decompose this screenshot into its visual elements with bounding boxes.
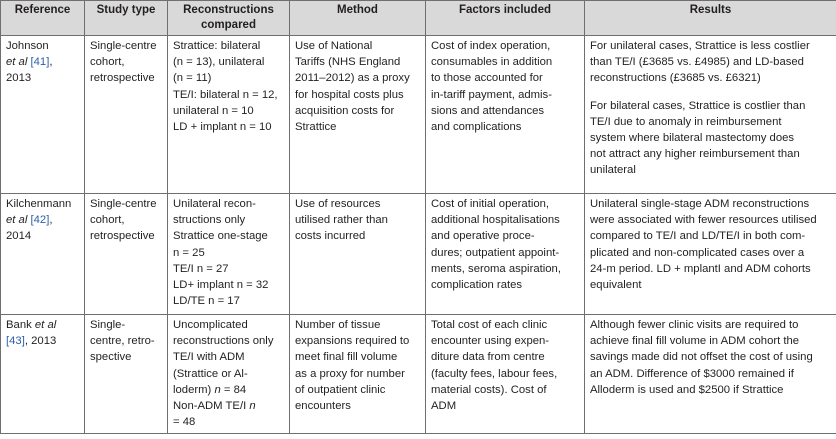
- reference-year: 2013: [31, 335, 57, 348]
- method-line: Tariffs (NHS England: [295, 56, 401, 69]
- reference-citation-line: [43], 2013: [6, 335, 57, 348]
- factors-line: sions and attendances: [431, 104, 545, 117]
- cell-reconstructions: [168, 36, 290, 194]
- method-line: as a proxy for number: [295, 367, 405, 380]
- reconstructions-text: loderm): [173, 383, 215, 396]
- reconstructions-line: reconstructions only: [173, 335, 274, 348]
- reconstructions-text: Non-ADM TE/I: [173, 400, 250, 413]
- factors-line: diture data from centre: [431, 351, 545, 364]
- results-line: unilateral: [590, 164, 636, 177]
- method-line: Use of National: [295, 40, 373, 52]
- table-row-kilchenmann: [1, 194, 836, 315]
- reconstructions-line: (n = 11): [173, 72, 212, 85]
- method-line: meet final fill volume: [295, 351, 398, 364]
- reconstructions-line: structions only: [173, 214, 246, 227]
- reference-etal: et al: [34, 319, 57, 331]
- reconstructions-line: = 48: [173, 416, 196, 429]
- results-line: 24-m period. LD + mplantI and ADM cohorts: [590, 262, 811, 275]
- header-reference: Reference: [1, 1, 85, 36]
- study-type-line: retrospective: [90, 230, 155, 243]
- method-line: Strattice: [295, 121, 337, 134]
- reference-year: 2014: [6, 230, 32, 243]
- cell-results: [585, 194, 836, 315]
- factors-line: and complications: [431, 121, 522, 134]
- results-line: For unilateral cases, Strattice is less costlier: [590, 40, 810, 52]
- results-line: an ADM. Difference of $3000 remained if: [590, 367, 794, 380]
- results-line: not attract any higher reimbursement than: [590, 148, 800, 161]
- factors-line: in-tariff payment, admis-: [431, 88, 552, 101]
- results-line: were associated with fewer resources utilised: [590, 214, 817, 227]
- header-results: Results: [585, 1, 836, 36]
- header-reconstructions-line: compared: [201, 19, 256, 31]
- factors-line: dures; outpatient appoint-: [431, 246, 560, 259]
- results-line: plicated and non-complicated cases over a: [590, 246, 805, 259]
- reconstructions-text: = 84: [220, 383, 247, 396]
- cell-factors: [426, 36, 585, 194]
- cell-method: [290, 194, 426, 315]
- reference-author: Bank: [6, 319, 32, 331]
- cell-study-type: [85, 315, 168, 434]
- reference-citation-line: et al [42],: [6, 214, 53, 227]
- results-line: than TE/I (£3685 vs. £4985) and LD-based: [590, 56, 804, 69]
- reference-link[interactable]: [43]: [6, 335, 25, 348]
- reconstructions-line: (Strattice or Al-: [173, 367, 248, 380]
- reference-author: Johnson: [6, 40, 49, 52]
- reconstructions-line: Strattice: bilateral: [173, 40, 261, 52]
- factors-line: Total cost of each clinic: [431, 319, 548, 331]
- method-line: 2011–2012) as a proxy: [295, 72, 410, 85]
- reconstructions-line: TE/I n = 27: [173, 262, 229, 275]
- factors-line: to those accounted for: [431, 72, 543, 85]
- study-type-line: Single-centre: [90, 40, 157, 52]
- study-type-line: Single-: [90, 319, 126, 331]
- reconstructions-line: LD/TE n = 17: [173, 295, 240, 308]
- cell-method: [290, 315, 426, 434]
- header-method: Method: [290, 1, 426, 36]
- study-type-line: Single-centre: [90, 198, 157, 210]
- header-reconstructions: [168, 1, 290, 36]
- reference-year: 2013: [6, 72, 32, 85]
- table-row-bank: [1, 315, 836, 434]
- method-line: Use of resources: [295, 198, 381, 210]
- method-line: encounters: [295, 400, 351, 413]
- reconstructions-line: [173, 398, 285, 414]
- reconstructions-n: n: [249, 400, 256, 413]
- factors-line: Cost of initial operation,: [431, 198, 550, 210]
- results-line: For bilateral cases, Strattice is costlier than: [590, 99, 806, 112]
- method-line: costs incurred: [295, 230, 366, 243]
- factors-line: ADM: [431, 400, 457, 413]
- method-line: for hospital costs plus: [295, 88, 404, 101]
- study-type-line: centre, retro-: [90, 335, 155, 348]
- header-reconstructions-line: Reconstructions: [183, 4, 274, 16]
- reconstructions-line: (n = 13), unilateral: [173, 56, 265, 69]
- cell-study-type: [85, 36, 168, 194]
- reference-citation-line: et al [41],: [6, 56, 53, 69]
- reference-author-line: [6, 317, 80, 333]
- cell-method: [290, 36, 426, 194]
- method-line: utilised rather than: [295, 214, 388, 227]
- factors-line: consumables in addition: [431, 56, 553, 69]
- reconstructions-n: n: [214, 383, 221, 396]
- factors-line: ments, seroma aspiration,: [431, 262, 561, 275]
- cell-reference: [1, 194, 85, 315]
- cell-reconstructions: [168, 315, 290, 434]
- reconstructions-line: n = 25: [173, 246, 205, 259]
- results-line: system where bilateral mastectomy does: [590, 132, 795, 145]
- cell-study-type: [85, 194, 168, 315]
- reconstructions-line: Unilateral recon-: [173, 198, 256, 210]
- results-line: Unilateral single-stage ADM reconstructions: [590, 198, 810, 210]
- factors-line: (faculty fees, labour fees,: [431, 367, 558, 380]
- results-line: savings made did not offset the cost of using: [590, 351, 813, 364]
- factors-line: Cost of index operation,: [431, 40, 551, 52]
- reference-link[interactable]: [41]: [30, 56, 50, 69]
- method-line: Number of tissue: [295, 319, 381, 331]
- table-row-johnson: [1, 36, 836, 194]
- results-line: TE/I due to anomaly in reimbursement: [590, 115, 782, 128]
- study-type-line: spective: [90, 351, 132, 364]
- reconstructions-line: TE/I with ADM: [173, 351, 245, 364]
- cell-results: [585, 36, 836, 194]
- method-line: expansions required to: [295, 335, 410, 348]
- factors-line: complication rates: [431, 279, 523, 292]
- reference-etal: et al: [6, 56, 28, 69]
- cell-factors: [426, 315, 585, 434]
- reconstructions-line: Uncomplicated: [173, 319, 248, 331]
- reconstructions-line: Strattice one-stage: [173, 230, 268, 243]
- results-line: Although fewer clinic visits are required to: [590, 319, 799, 331]
- header-study-type: Study type: [85, 1, 168, 36]
- cell-reference: [1, 315, 85, 434]
- results-line: reconstructions (£3685 vs. £6321): [590, 72, 761, 85]
- study-type-line: retrospective: [90, 72, 155, 85]
- reconstructions-line: LD+ implant n = 32: [173, 279, 269, 292]
- factors-line: additional hospitalisations: [431, 214, 560, 227]
- reference-etal: et al: [6, 214, 28, 227]
- factors-line: encounter using expen-: [431, 335, 550, 348]
- reference-link[interactable]: [42]: [30, 214, 50, 227]
- method-line: of outpatient clinic: [295, 383, 386, 396]
- results-line: Alloderm is used and $2500 if Strattice: [590, 383, 784, 396]
- reconstructions-line: unilateral n = 10: [173, 104, 254, 117]
- results-line: compared to TE/I and LD/TE/I in both com-: [590, 230, 806, 243]
- cell-reconstructions: [168, 194, 290, 315]
- reconstructions-line: LD + implant n = 10: [173, 121, 272, 134]
- study-type-line: cohort,: [90, 56, 125, 69]
- header-factors: Factors included: [426, 1, 585, 36]
- reconstructions-line: [173, 382, 285, 398]
- reconstructions-line: TE/I: bilateral n = 12,: [173, 88, 278, 101]
- results-line: equivalent: [590, 279, 642, 292]
- reference-author: Kilchenmann: [6, 198, 72, 210]
- cell-results: [585, 315, 836, 434]
- factors-line: and operative proce-: [431, 230, 535, 243]
- cell-reference: [1, 36, 85, 194]
- header-row: [1, 1, 836, 36]
- factors-line: material costs). Cost of: [431, 383, 547, 396]
- study-type-line: cohort,: [90, 214, 125, 227]
- cell-factors: [426, 194, 585, 315]
- paragraph-gap: [590, 87, 832, 98]
- results-line: achieve final fill volume in ADM cohort the: [590, 335, 800, 348]
- method-line: acquisition costs for: [295, 104, 395, 117]
